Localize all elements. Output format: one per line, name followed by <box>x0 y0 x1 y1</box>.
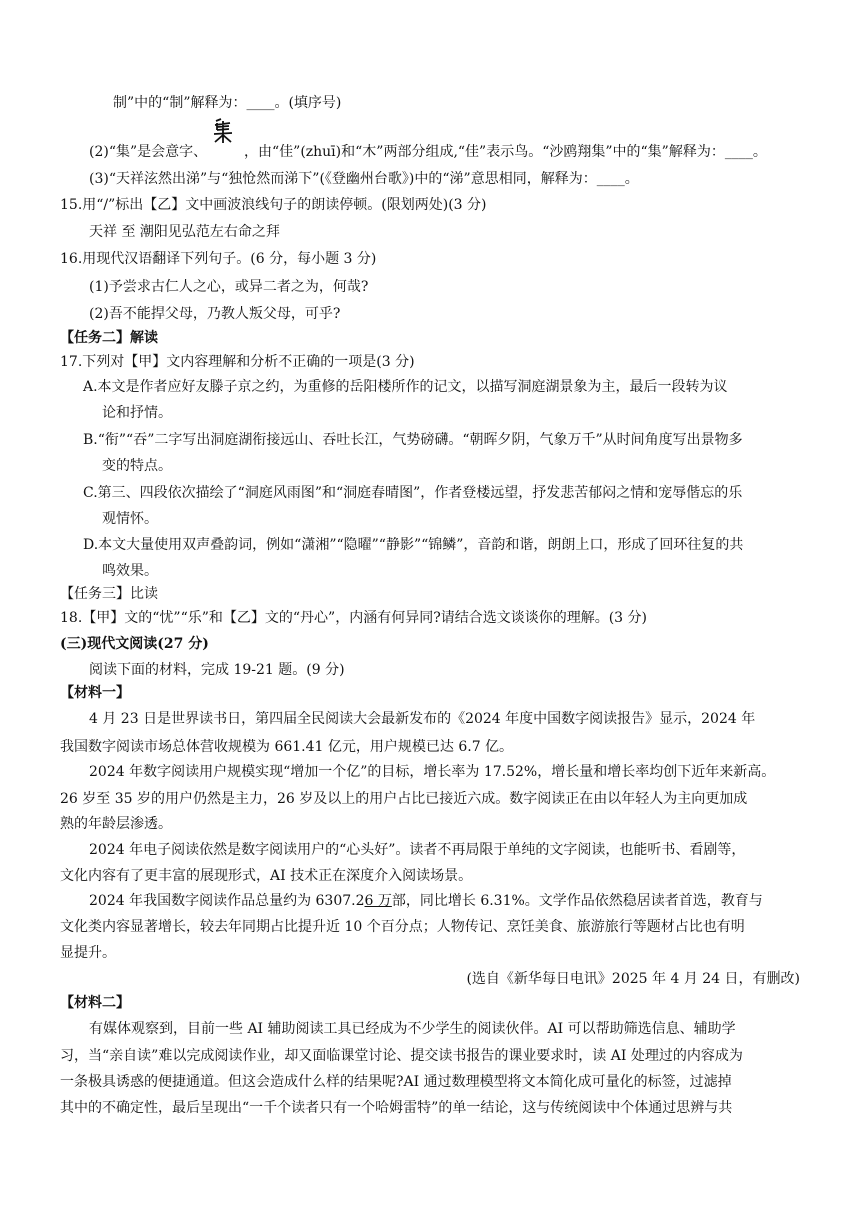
seal-script-ji-icon <box>212 118 234 144</box>
material1-p2-line1: 2024 年数字阅读用户规模实现“增加一个亿”的目标，增长率为 17.52%，增长量和增长率均创下近年来新高。 <box>89 764 776 780</box>
material1-p4-underlined: 6 万 <box>364 893 392 909</box>
material1-p4-line3: 显提升。 <box>60 945 116 961</box>
q17-option-a-cont: 论和抒情。 <box>102 405 172 421</box>
q15-sentence: 天祥 至 潮阳见弘范左右命之拜 <box>89 224 280 240</box>
q14-part2-rest: ，由“佳”(zhuī)和“木”两部分组成,“佳”表示鸟。“沙鸥翔集”中的“集”解释为：____。 <box>244 144 767 160</box>
material2-line3: 一条极具诱惑的便捷通道。但这会造成什么样的结果呢?AI 通过数理模型将文本简化成可量化的标签，过滤掉 <box>60 1074 732 1090</box>
q14-line1: 制”中的“制”解释为：____。(填序号) <box>113 95 342 111</box>
material1-title: 【材料一】 <box>60 685 130 701</box>
q16-title: 16.用现代汉语翻译下列句子。(6 分，每小题 3 分) <box>60 251 377 267</box>
task3-heading: 【任务三】比读 <box>60 586 158 602</box>
section3-title: (三)现代文阅读(27 分) <box>60 636 209 652</box>
material1-p3-line2: 文化内容有了更丰富的展现形式，AI 技术正在深度介入阅读场景。 <box>60 868 473 884</box>
section3-intro: 阅读下面的材料，完成 19-21 题。(9 分) <box>89 662 345 678</box>
material2-line4: 其中的不确定性，最后呈现出“一千个读者只有一个哈姆雷特”的单一结论，这与传统阅读中个体通过思辨与共 <box>60 1100 733 1116</box>
q15-title: 15.用“/”标出【乙】文中画波浪线句子的朗读停顿。(限划两处)(3 分) <box>60 197 487 213</box>
material1-p4-line1 <box>89 891 763 911</box>
q17-option-a: A.本文是作者应好友滕子京之约，为重修的岳阳楼所作的记文，以描写洞庭湖景象为主，最后一段转为议 <box>83 379 728 395</box>
q17-option-d: D.本文大量使用双声叠韵词，例如“潇湘”“隐曜”“静影”“锦鳞”，音韵和谐，朗朗上口，形成了回环往复的共 <box>83 537 744 553</box>
q17-title: 17.下列对【甲】文内容理解和分析不正确的一项是(3 分) <box>60 354 415 370</box>
q17-option-d-cont: 鸣效果。 <box>102 563 158 579</box>
material2-line1: 有媒体观察到，目前一些 AI 辅助阅读工具已经成为不少学生的阅读伙伴。AI 可以帮助筛选信息、辅助学 <box>89 1021 736 1037</box>
q17-option-c-cont: 观情怀。 <box>102 511 158 527</box>
material1-source: (选自《新华每日电讯》2025 年 4 月 24 日，有删改) <box>466 971 800 987</box>
q17-option-c: C.第三、四段依次描绘了“洞庭风雨图”和“洞庭春晴图”，作者登楼远望，抒发悲苦郁闷之情和宠辱偕忘的乐 <box>83 485 743 501</box>
q16-sentence1: (1)予尝求古仁人之心，或异二者之为，何哉? <box>89 279 369 295</box>
q14-part3: (3)“天祥泫然出涕”与“独怆然而涕下”(《登幽州台歌》)中的“涕”意思相同，解释为：____。 <box>89 171 639 187</box>
material1-p2-line3: 熟的年龄层渗透。 <box>60 816 172 832</box>
material1-p2-line2: 26 岁至 35 岁的用户仍然是主力，26 岁及以上的用户占比已接近六成。数字阅读正在由以年轻人为主向更加成 <box>60 791 748 807</box>
q18-text: 18.【甲】文的“忧”“乐”和【乙】文的“丹心”，内涵有何异同?请结合选文谈谈你的理解。(3 分) <box>60 610 647 626</box>
q16-sentence2: (2)吾不能捍父母，乃教人叛父母，可乎? <box>89 306 341 322</box>
task2-heading: 【任务二】解读 <box>60 330 158 346</box>
material1-p4-text-b: 部，同比增长 6.31%。文学作品依然稳居读者首选，教育与 <box>391 893 763 909</box>
q17-option-b: B.“衔”“吞”二字写出洞庭湖衔接远山、吞吐长江，气势磅礴。“朝晖夕阴，气象万千”从时间角度写出景物多 <box>83 432 743 448</box>
q14-part2-lead: (2)“集”是会意字、 <box>89 144 208 160</box>
material1-p3-line1: 2024 年电子阅读依然是数字阅读用户的“心头好”。读者不再局限于单纯的文字阅读，也能听书、看剧等， <box>89 842 746 858</box>
material1-p1-line1: 4 月 23 日是世界读书日，第四届全民阅读大会最新发布的《2024 年度中国数字阅读报告》显示，2024 年 <box>89 711 756 727</box>
q17-option-b-cont: 变的特点。 <box>102 458 172 474</box>
material2-line2: 习，当“亲自读”难以完成阅读作业，却又面临课堂讨论、提交读书报告的课业要求时，读 AI 处理过的内容成为 <box>60 1048 743 1064</box>
material2-title: 【材料二】 <box>60 995 130 1011</box>
material1-p4-text-a: 2024 年我国数字阅读作品总量约为 6307.2 <box>89 893 365 909</box>
material1-p1-line2: 我国数字阅读市场总体营收规模为 661.41 亿元，用户规模已达 6.7 亿。 <box>60 739 514 755</box>
material1-p4-line2: 文化类内容显著增长，较去年同期占比提升近 10 个百分点；人物传记、烹饪美食、旅游旅行等题材占比也有明 <box>60 919 745 935</box>
